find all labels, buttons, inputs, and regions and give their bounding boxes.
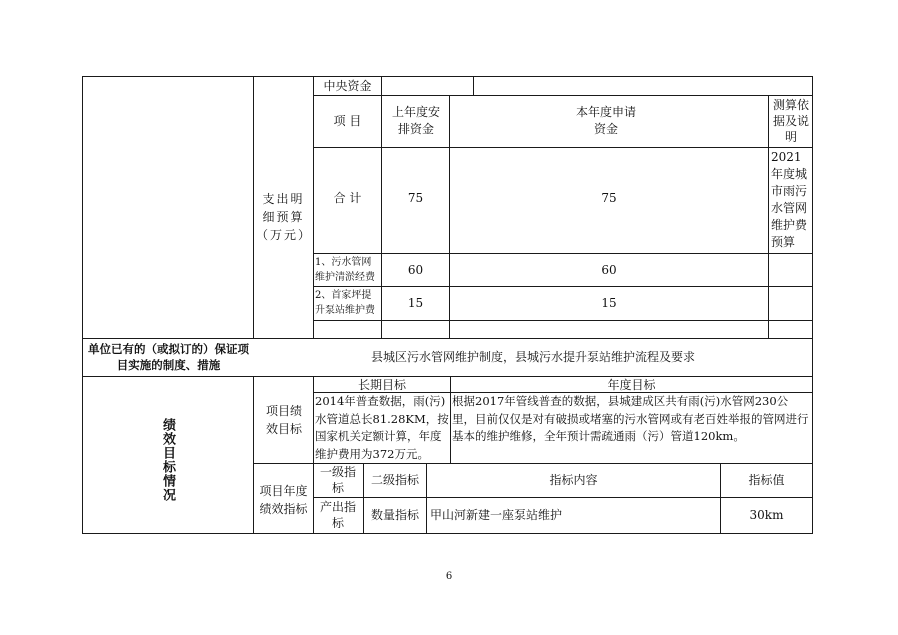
page-number: 6	[445, 571, 453, 582]
budget-section-label: 支出明细预算（万元）	[256, 192, 313, 242]
header-last-year: 上年度安排资金	[392, 105, 441, 136]
central-funds-label: 中央资金	[323, 79, 372, 93]
header-this-year: 本年度申请资金	[575, 105, 636, 136]
budget-row-total-item: 合 计	[333, 191, 362, 205]
ind-row-content: 甲山河新建一座泵站维护	[430, 508, 563, 522]
performance-section-label: 绩效目标情况	[160, 418, 175, 502]
ind-header-level1: 一级指标	[319, 465, 356, 495]
budget-row-2-last-year: 15	[407, 296, 424, 310]
ind-row-value: 30km	[749, 508, 784, 522]
budget-row-2-this-year: 15	[601, 296, 617, 310]
project-goal-label: 项目绩效目标	[265, 404, 302, 436]
ind-header-value: 指标值	[748, 473, 785, 487]
annual-text: 根据2017年管线普查的数据，县城建成区共有雨(污)水管网230公里，目前仅仅是对有破损或堵塞的污水管网或有老百姓举报的管网进行基本的维护维修，全年预计需疏通雨（污）管道120km。	[452, 394, 809, 443]
long-term-text: 2014年普查数据，雨(污)水管道总长81.28KM，按国家机关定额计算，年度维护费用为372万元。	[315, 394, 449, 461]
budget-row-total-this-year: 75	[601, 191, 617, 205]
budget-row-total-last-year: 75	[407, 191, 424, 205]
system-label: 单位已有的（或拟订的）保证项目实施的制度、措施	[88, 342, 249, 372]
system-value: 县城区污水管网维护制度，县城污水提升泵站维护流程及要求	[370, 350, 695, 364]
long-term-header: 长期目标	[357, 378, 406, 392]
budget-row-2-item: 2、首家坪提升泵站维护费	[315, 290, 375, 316]
annual-header: 年度目标	[607, 378, 656, 392]
ind-header-level2: 二级指标	[370, 473, 419, 487]
budget-row-total-basis: 2021年度城市雨污水管网维护费预算	[771, 150, 808, 249]
header-item: 项 目	[333, 114, 362, 128]
indicator-label: 项目年度绩效指标	[259, 484, 308, 516]
ind-row-level1: 产出指标	[319, 500, 356, 530]
header-basis: 测算依据及说明	[772, 98, 809, 144]
ind-header-content: 指标内容	[549, 473, 598, 487]
budget-row-1-last-year: 60	[407, 263, 424, 277]
budget-row-1-item: 1、污水管网维护清淤经费	[315, 257, 375, 283]
budget-row-1-this-year: 60	[601, 263, 617, 277]
ind-row-level2: 数量指标	[370, 508, 419, 522]
